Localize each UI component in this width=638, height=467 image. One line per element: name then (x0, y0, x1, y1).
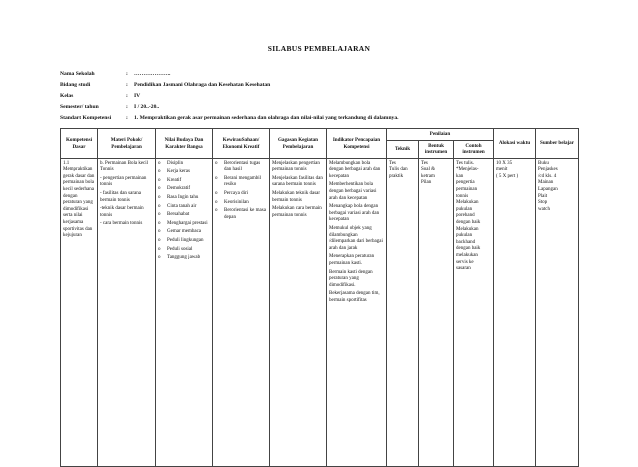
list-item: pukulan (456, 206, 473, 212)
info-label: Semester/ tahun (60, 103, 99, 110)
list-item: permainan (456, 187, 478, 193)
list-item: Menjelaskan fasilitas dan sarana bermain tonnis (272, 175, 323, 188)
list-item: pukulan (456, 233, 473, 239)
list-item: -teknik dasar bermain tonnis (100, 206, 144, 218)
header-nilai: Nilai Budaya Dan Karakter Bangsa (156, 129, 213, 159)
info-label: Kelas (60, 92, 74, 99)
circle-bullet-icon: o (158, 169, 161, 175)
circle-bullet-icon: o (215, 208, 218, 214)
list-item-label: Berorientasi ke masa depan (224, 208, 266, 220)
document-info (60, 68, 594, 123)
list-item: 10 X 35 (496, 160, 513, 166)
header-bentuk: Bentuk instrumen (419, 140, 454, 158)
list-item-label: Disiplin (167, 160, 184, 166)
info-label: Standart Kompetensi (60, 114, 112, 121)
document-title: SILABUS PEMBELAJARAN (267, 44, 371, 53)
info-colon: : (126, 103, 128, 110)
list-item: porehand (456, 213, 475, 219)
list-item: - fasilitas dan sarana bermain tonnis (100, 191, 141, 203)
list-item: watch (538, 206, 550, 212)
header-alokasi: Alokasi waktu (494, 129, 536, 159)
cell-kompetensi: 1.1 Mempraktikan gerak dasar dan permainan bola kecil sederhana dengan peraturan yang dimodifikasi serta nilai kerjasama sportivitas dan kejujuran (61, 159, 98, 467)
list-item: Stop (538, 200, 548, 206)
header-teknik: Teknik (387, 140, 419, 158)
list-item (158, 204, 210, 211)
list-item: Menangkap bola dengan berbagai variasi arah dan kecepatan (329, 204, 380, 223)
info-value: 1. Mempraktikan gerak asar permainan sederhana dan olahraga dan nilai-nilai yang terkandung di dalamnya. (134, 114, 399, 121)
list-item: Bekerjasama dengan tim, bermain sportifitas (329, 291, 380, 303)
header-penilaian: Penilaian (387, 129, 494, 141)
cell-nilai (156, 159, 213, 467)
list-item (158, 221, 210, 228)
circle-bullet-icon: o (158, 255, 161, 261)
list-item (158, 247, 210, 254)
list-item-label: Kreatif (167, 177, 182, 183)
list-item (158, 186, 210, 193)
list-item (215, 200, 267, 207)
circle-bullet-icon: o (158, 160, 161, 166)
circle-bullet-icon: o (158, 246, 161, 252)
list-item: Melambungkan bola dengan berbagai arah dan kecepatan (329, 160, 381, 179)
list-item: kan (456, 173, 464, 179)
list-item: ketram (421, 173, 435, 179)
list-item: Melakukan cara bermain permainan tonnis (272, 206, 322, 218)
list-item: Menerapkan peraturan permainan kasti. (329, 254, 375, 266)
circle-bullet-icon: o (215, 191, 218, 197)
list-item: dengan baik (456, 246, 481, 252)
list-item: Bermain kasti dengan peraturan yang dimodifikasi. (329, 269, 373, 288)
info-value: IV (134, 92, 141, 99)
list-item: Memukul objek yang dilambungkan /dilemparkan dari berbagai arah dan jarak (329, 226, 383, 251)
list-item: sasaran (456, 266, 471, 272)
circle-bullet-icon: o (158, 238, 161, 243)
info-value: I / 20..-20.. (134, 103, 160, 110)
syllabus-table (60, 128, 579, 467)
list-item: Melakukan teknik dasar bermain tonnis (272, 191, 321, 203)
list-item (215, 208, 267, 221)
list-item: Memberhentikan bola dengan berbagai variasi arah dan kecepatan (329, 182, 377, 201)
info-label: Nama Sekolah (60, 70, 95, 77)
info-row-semester (60, 101, 594, 112)
list-item: menit (496, 167, 508, 173)
cell-alokasi (494, 159, 536, 467)
circle-bullet-icon: o (215, 199, 218, 205)
cell-sumber (536, 159, 579, 467)
cell-materi (98, 159, 156, 467)
cell-teknik (387, 159, 419, 467)
info-row-class (60, 90, 594, 101)
list-item: pengertia (456, 180, 475, 186)
list-item (158, 169, 210, 176)
circle-bullet-icon: o (158, 195, 161, 201)
list-item (215, 161, 267, 174)
list-item: Tes tulis. (456, 160, 474, 166)
list-item (215, 191, 267, 198)
list-item (158, 238, 210, 245)
list-item: Tes (389, 160, 396, 166)
list-item-label: Berorientasi tugas dan hasil (224, 160, 261, 173)
list-item-label: Rasa Ingin tahu (167, 195, 199, 201)
list-item: melakukan (456, 252, 478, 258)
header-materi: Materi Pokok/ Pembelajaran (98, 129, 156, 159)
header-kompetensi: Kompetensi Dasar (61, 129, 98, 159)
info-value: Pendidikan Jasmani Olahraga dan Kesehatan Kesehatan (134, 81, 271, 88)
list-item-label: Percaya diri (224, 191, 249, 197)
list-item (158, 255, 210, 262)
cell-bentuk (419, 159, 454, 467)
list-item: ( 5 X pert ) (496, 173, 519, 179)
list-item: Soal & (421, 167, 436, 173)
list-item: - pengertian permainan tonnis (100, 175, 147, 188)
list-item (158, 195, 210, 202)
list-item: - cara bermain tonnis (100, 221, 143, 227)
list-item: b. Permainan Bola kecil Tonnis (100, 160, 149, 173)
list-item: servis ke (456, 259, 474, 265)
list-item: Plait (538, 193, 548, 199)
cell-kewirausahaan (213, 159, 270, 467)
list-item: /cd kls. 4 (538, 173, 557, 179)
list-item (158, 229, 210, 236)
info-row-subject (60, 79, 594, 90)
info-colon: : (126, 114, 128, 121)
info-colon: : (126, 81, 128, 88)
list-item-label: Gemar membaca (167, 229, 202, 235)
list-item (158, 212, 210, 219)
circle-bullet-icon: o (158, 212, 161, 218)
circle-bullet-icon: o (158, 220, 161, 226)
list-item: Penjaskes (538, 167, 558, 173)
list-item: Lapangan (538, 187, 558, 193)
cell-gagasan (270, 159, 327, 467)
list-item: dengan baik (456, 220, 481, 225)
list-item-label: Cinta tanah air (167, 203, 197, 209)
list-item-label: Peduli lingkungan (167, 238, 204, 243)
list-item: backhand (456, 239, 476, 245)
header-indikator: Indikator Pencapaian Kompetensi (327, 129, 387, 159)
list-item: praktik (389, 173, 404, 179)
circle-bullet-icon: o (215, 160, 218, 166)
list-item: Buku (538, 160, 549, 166)
circle-bullet-icon: o (158, 229, 161, 235)
info-label: Bidang studi (60, 81, 91, 88)
list-item-label: Tanggung jawab (167, 255, 201, 261)
info-colon: : (126, 92, 128, 99)
list-item (158, 178, 210, 185)
list-item: Melakukan (456, 226, 479, 232)
circle-bullet-icon: o (158, 186, 161, 192)
circle-bullet-icon: o (158, 203, 161, 209)
info-value: ……………….. (134, 70, 171, 77)
header-kewirausahaan: KewirauSahaan/ Ekonomi Kreatif (213, 129, 270, 159)
list-item-label: Berani mengambil resiko (224, 175, 262, 188)
header-gagasan: Gagasan Kegiatan Pembelajaran (270, 129, 327, 159)
list-item-label: Kerja keras (167, 169, 190, 175)
cell-contoh (454, 159, 494, 467)
header-contoh: Contoh instrumen (454, 140, 494, 158)
list-item-label: Bersahabat (167, 212, 190, 218)
info-row-competency (60, 112, 594, 123)
list-item: Tes (421, 160, 428, 166)
circle-bullet-icon: o (158, 177, 161, 183)
list-item (215, 176, 267, 189)
list-item-label: Menghargai prestasi (167, 220, 208, 226)
table-row (61, 159, 579, 467)
info-colon: : (126, 70, 128, 77)
list-item (158, 161, 210, 168)
list-item-label: Demokratif (167, 186, 191, 192)
list-item: Pilan (421, 180, 432, 186)
list-item: tonnis (456, 193, 469, 199)
header-sumber: Sumber belajar (536, 129, 579, 159)
cell-indikator (327, 159, 387, 467)
info-row-school (60, 68, 594, 79)
list-item-label: Keorisinilan (224, 199, 249, 205)
list-item: *Menjelas- (456, 167, 479, 173)
list-item: Menjelaskan pengertian permainan tonnis (272, 160, 320, 173)
list-item: Melakukan (456, 200, 479, 206)
list-item: Mainan (538, 180, 554, 186)
circle-bullet-icon: o (215, 175, 218, 181)
list-item-label: Peduli sosial (167, 246, 193, 252)
list-item: Tulis dan (389, 167, 408, 173)
